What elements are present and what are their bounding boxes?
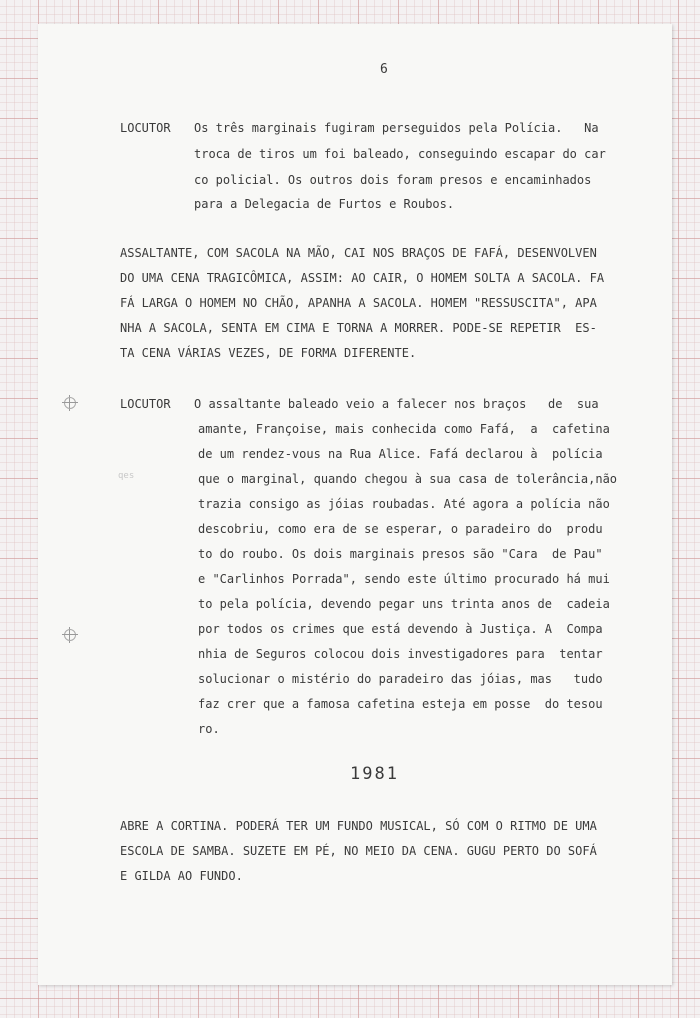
registration-mark-icon — [62, 627, 78, 643]
scene-year-heading: 1981 — [350, 764, 399, 784]
stage-direction-line: DO UMA CENA TRAGICÔMICA, ASSIM: AO CAIR, O HOMEM SOLTA A SACOLA. FA — [120, 271, 605, 285]
speech-line: de um rendez-vous na Rua Alice. Fafá declarou à polícia — [198, 447, 603, 461]
stage-direction-line: FÁ LARGA O HOMEM NO CHÃO, APANHA A SACOLA. HOMEM "RESSUSCITA", APA — [120, 296, 597, 310]
speech-line: solucionar o mistério do paradeiro das jóias, mas tudo — [198, 672, 603, 686]
speech-line: Os três marginais fugiram perseguidos pela Polícia. Na — [194, 121, 599, 135]
speech-line: para a Delegacia de Furtos e Roubos. — [194, 197, 455, 211]
speech-line: e "Carlinhos Porrada", sendo este último procurado há mui — [198, 572, 610, 586]
speech-line: descobriu, como era de se esperar, o paradeiro do produ — [198, 522, 603, 536]
speech-line: O assaltante baleado veio a falecer nos braços de sua — [194, 397, 599, 411]
speech-line: trazia consigo as jóias roubadas. Até agora a polícia não — [198, 497, 610, 511]
speaker-label: LOCUTOR — [120, 397, 171, 411]
stage-direction-line: ESCOLA DE SAMBA. SUZETE EM PÉ, NO MEIO DA CENA. GUGU PERTO DO SOFÁ — [120, 844, 597, 858]
speaker-label: LOCUTOR — [120, 121, 171, 135]
speech-line: co policial. Os outros dois foram presos e encaminhados — [194, 173, 592, 187]
speech-line: to pela polícia, devendo pegar uns trinta anos de cadeia — [198, 597, 610, 611]
speech-line: amante, Françoise, mais conhecida como Fafá, a cafetina — [198, 422, 610, 436]
typewritten-page — [38, 24, 672, 985]
stage-direction-line: TA CENA VÁRIAS VEZES, DE FORMA DIFERENTE. — [120, 346, 417, 360]
stage-direction-line: E GILDA AO FUNDO. — [120, 869, 243, 883]
speech-line: faz crer que a famosa cafetina esteja em posse do tesou — [198, 697, 603, 711]
stage-direction-line: NHA A SACOLA, SENTA EM CIMA E TORNA A MORRER. PODE-SE REPETIR ES- — [120, 321, 597, 335]
speech-line: to do roubo. Os dois marginais presos são "Cara de Pau" — [198, 547, 603, 561]
speech-line: por todos os crimes que está devendo à Justiça. A Compa — [198, 622, 603, 636]
stage-direction-line: ASSALTANTE, COM SACOLA NA MÃO, CAI NOS BRAÇOS DE FAFÁ, DESENVOLVEN — [120, 246, 597, 260]
faint-smudge: qes — [118, 471, 135, 481]
speech-line: ro. — [198, 722, 220, 736]
speech-line: que o marginal, quando chegou à sua casa de tolerância,não — [198, 472, 618, 486]
speech-line: nhia de Seguros colocou dois investigadores para tentar — [198, 647, 603, 661]
stage-direction-line: ABRE A CORTINA. PODERÁ TER UM FUNDO MUSICAL, SÓ COM O RITMO DE UMA — [120, 819, 597, 833]
speech-line: troca de tiros um foi baleado, conseguindo escapar do car — [194, 147, 606, 161]
registration-mark-icon — [62, 395, 78, 411]
page-number: 6 — [380, 62, 388, 77]
